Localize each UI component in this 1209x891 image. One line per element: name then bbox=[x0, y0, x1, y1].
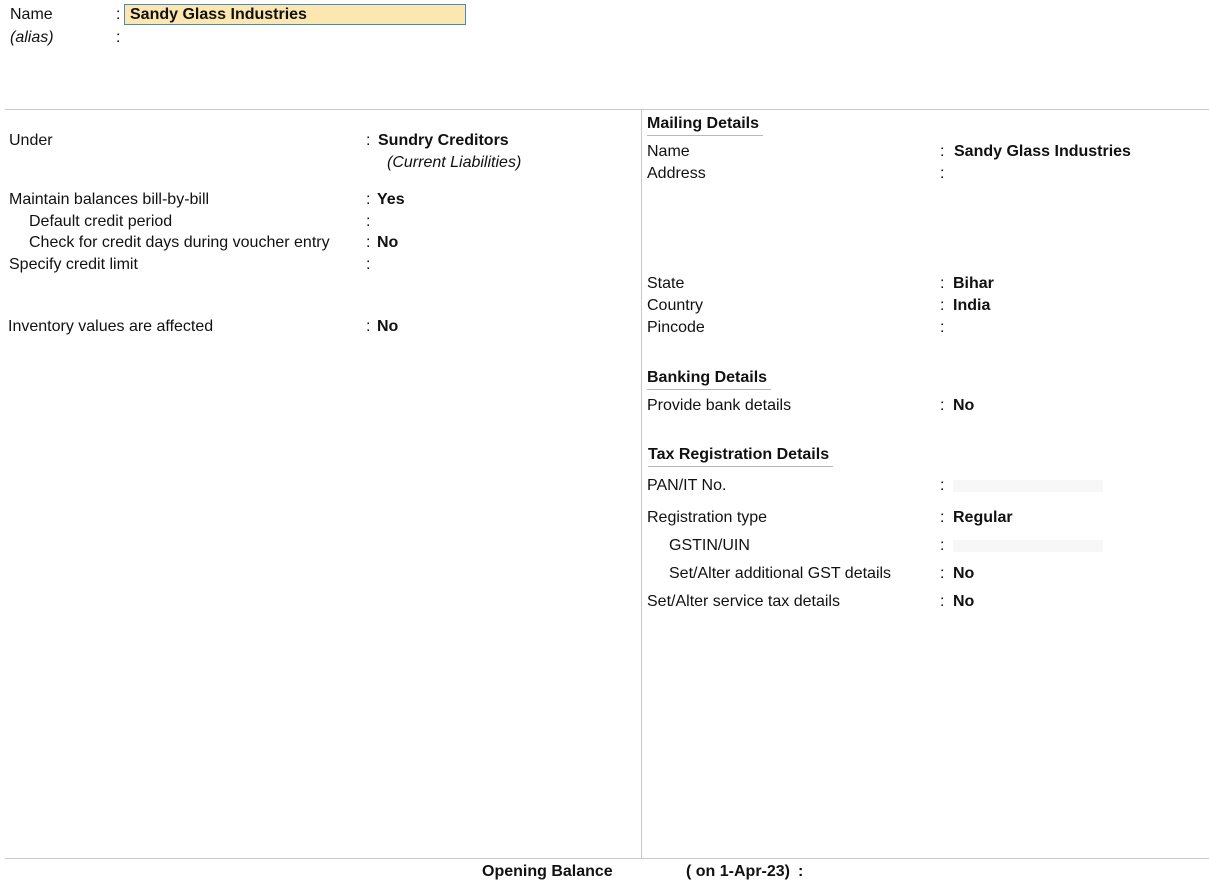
credit-period-colon: : bbox=[366, 213, 371, 230]
service-tax-label: Set/Alter service tax details bbox=[647, 593, 840, 610]
pan-label: PAN/IT No. bbox=[647, 477, 727, 494]
service-tax-colon: : bbox=[940, 593, 945, 610]
state-value[interactable]: Bihar bbox=[953, 275, 994, 292]
under-value[interactable]: Sundry Creditors bbox=[378, 132, 509, 149]
pincode-label: Pincode bbox=[647, 319, 705, 336]
footer-divider bbox=[5, 858, 1209, 859]
header-divider bbox=[5, 109, 1209, 110]
credit-days-check-colon: : bbox=[366, 234, 371, 251]
credit-period-label: Default credit period bbox=[29, 213, 173, 230]
registration-type-value[interactable]: Regular bbox=[953, 509, 1013, 526]
mailing-name-label: Name bbox=[647, 143, 690, 160]
bill-by-bill-value[interactable]: Yes bbox=[377, 191, 405, 208]
name-label: Name bbox=[10, 6, 53, 23]
opening-balance-date: ( on 1-Apr-23) bbox=[686, 863, 790, 880]
credit-days-check-value[interactable]: No bbox=[377, 234, 399, 251]
banking-details-heading: Banking Details bbox=[647, 368, 771, 390]
alias-colon: : bbox=[116, 29, 121, 46]
gstin-colon: : bbox=[940, 537, 945, 554]
gstin-field-redacted[interactable] bbox=[953, 540, 1103, 552]
inventory-label: Inventory values are affected bbox=[8, 318, 214, 335]
address-label: Address bbox=[647, 165, 706, 182]
tax-registration-heading: Tax Registration Details bbox=[648, 445, 833, 467]
bill-by-bill-label: Maintain balances bill-by-bill bbox=[9, 191, 210, 208]
under-label: Under bbox=[9, 132, 53, 149]
credit-limit-colon: : bbox=[366, 256, 371, 273]
gst-additional-colon: : bbox=[940, 565, 945, 582]
opening-balance-label: Opening Balance bbox=[482, 863, 613, 880]
address-colon: : bbox=[940, 165, 945, 182]
under-colon: : bbox=[366, 132, 371, 149]
bank-details-value[interactable]: No bbox=[953, 397, 975, 414]
mailing-details-heading: Mailing Details bbox=[647, 114, 763, 136]
pan-field-redacted[interactable] bbox=[953, 480, 1103, 492]
inventory-colon: : bbox=[366, 318, 371, 335]
column-divider bbox=[641, 110, 642, 858]
name-colon: : bbox=[116, 6, 121, 23]
country-colon: : bbox=[940, 297, 945, 314]
mailing-name-colon: : bbox=[940, 143, 945, 160]
registration-type-colon: : bbox=[940, 509, 945, 526]
gstin-label: GSTIN/UIN bbox=[669, 537, 750, 554]
mailing-name-value[interactable]: Sandy Glass Industries bbox=[954, 143, 1131, 160]
country-label: Country bbox=[647, 297, 704, 314]
gst-additional-label: Set/Alter additional GST details bbox=[669, 565, 892, 582]
opening-balance-colon: : bbox=[798, 863, 804, 880]
registration-type-label: Registration type bbox=[647, 509, 768, 526]
pincode-colon: : bbox=[940, 319, 945, 336]
alias-label: (alias) bbox=[10, 29, 54, 46]
bank-details-colon: : bbox=[940, 397, 945, 414]
state-colon: : bbox=[940, 275, 945, 292]
inventory-value[interactable]: No bbox=[377, 318, 399, 335]
service-tax-value[interactable]: No bbox=[953, 593, 975, 610]
credit-days-check-label: Check for credit days during voucher entry bbox=[29, 234, 330, 251]
bank-details-label: Provide bank details bbox=[647, 397, 792, 414]
state-label: State bbox=[647, 275, 685, 292]
ledger-name-input[interactable] bbox=[124, 4, 466, 25]
credit-limit-label: Specify credit limit bbox=[9, 256, 138, 273]
country-value[interactable]: India bbox=[953, 297, 991, 314]
bill-by-bill-colon: : bbox=[366, 191, 371, 208]
pan-colon: : bbox=[940, 477, 945, 494]
gst-additional-value[interactable]: No bbox=[953, 565, 975, 582]
under-group-parent: (Current Liabilities) bbox=[387, 154, 522, 171]
